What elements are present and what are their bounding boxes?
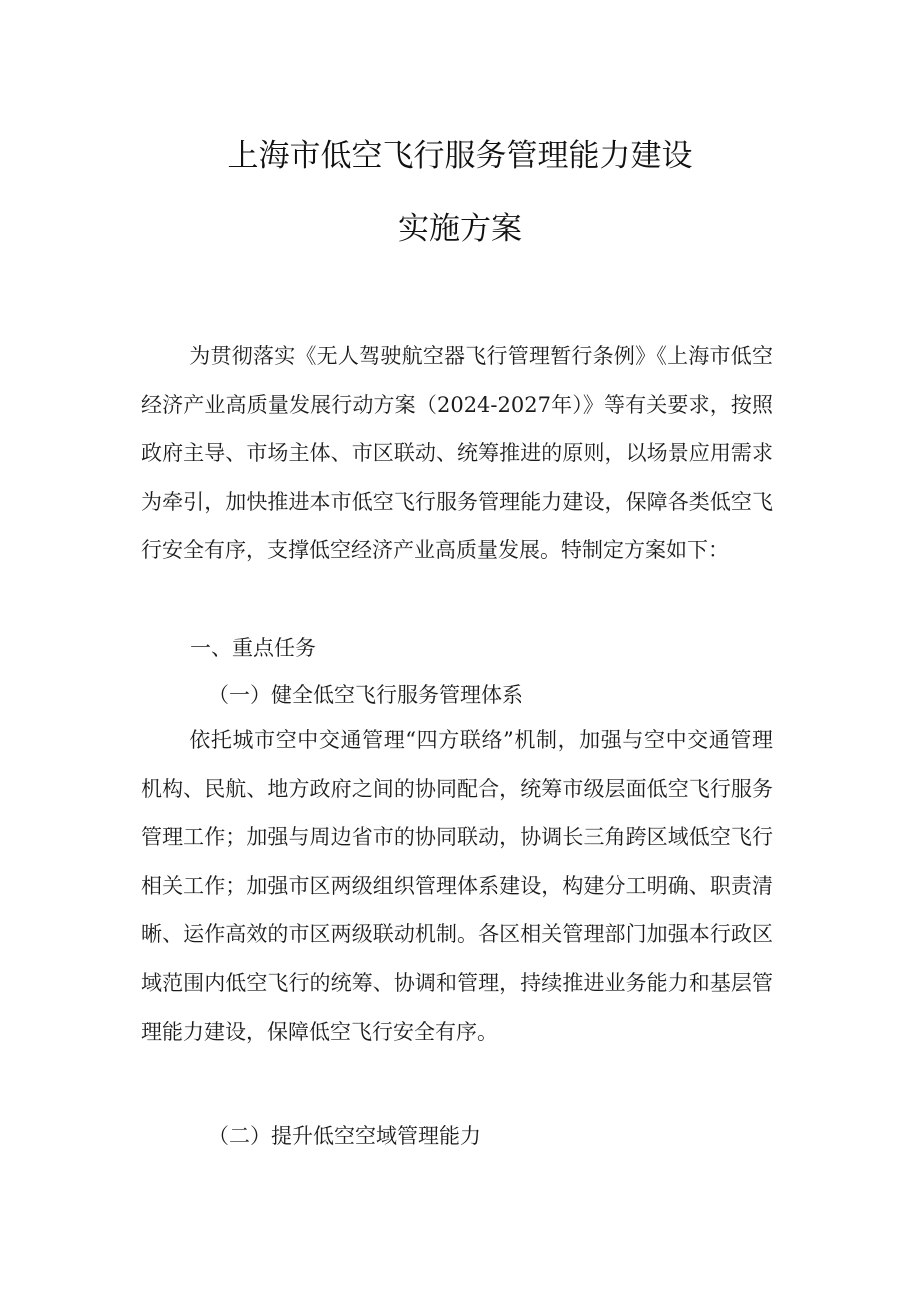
subsection-heading-1: （一）健全低空飞行服务管理体系 <box>208 683 523 707</box>
subsection-1-paragraph: 依托城市空中交通管理“四方联络”机制，加强与空中交通管理机构、民航、地方政府之间的协同配合，统筹市级层面低空飞行服务管理工作；加强与周边省市的协同联动，协调长三角跨区域低空飞行相关工作；加强市区两级组织管理体系建设，构建分工明确、职责清晰、运作高效的市区两级联动机制。各区相关管理部门加强本行政区域范围内低空飞行的统筹、协调和管理，持续推进业务能力和基层管理能力建设，保障低空飞行安全有序。 <box>141 728 773 1044</box>
document-title-line-1: 上海市低空飞行服务管理能力建设 <box>227 138 693 174</box>
intro-paragraph: 为贯彻落实《无人驾驶航空器飞行管理暂行条例》《上海市低空经济产业高质量发展行动方案（2024-2027年）》等有关要求，按照政府主导、市场主体、市区联动、统筹推进的原则，以场景应用需求为牵引，加快推进本市低空飞行服务管理能力建设，保障各类低空飞行安全有序，支撑低空经济产业高质量发展。特制定方案如下： <box>141 344 773 563</box>
section-heading-key-tasks: 一、重点任务 <box>190 636 316 660</box>
subsection-heading-2: （二）提升低空空域管理能力 <box>208 1124 481 1148</box>
document-title-line-2: 实施方案 <box>398 211 522 247</box>
